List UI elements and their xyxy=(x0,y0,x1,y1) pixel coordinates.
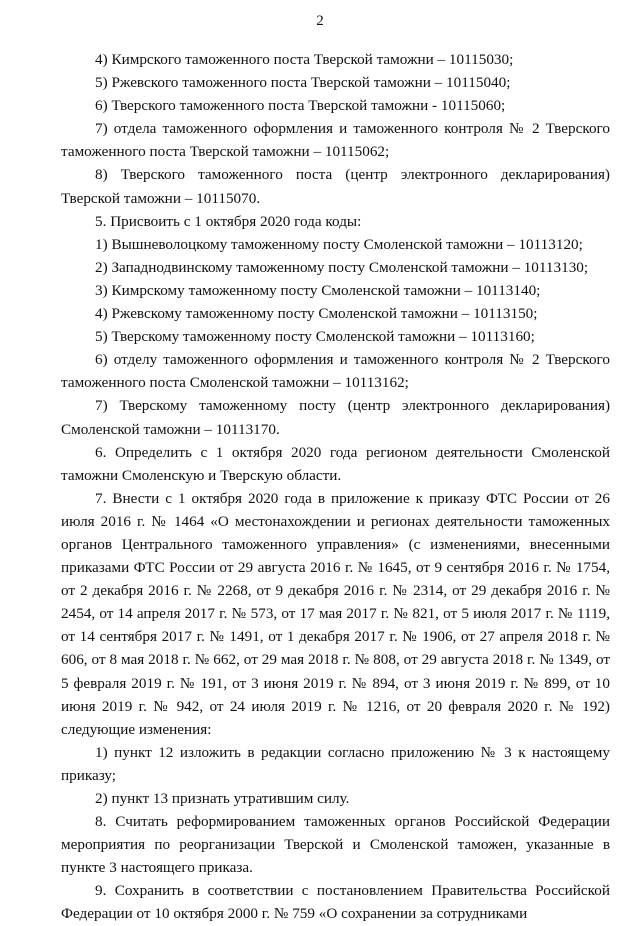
clause-6: 6. Определить с 1 октября 2020 года регионом деятельности Смоленской таможни Смоленскую и Тверскую области. xyxy=(61,443,610,484)
list-item-tver-post-code: 6) Тверского таможенного поста Тверской таможни - 10115060; xyxy=(95,97,506,115)
page-number: 2 xyxy=(316,13,324,29)
list-item-kimry-post-code: 4) Кимрского таможенного поста Тверской таможни – 10115030; xyxy=(95,51,514,68)
list-item-tver-department-code: 7) отдела таможенного оформления и таможенного контроля № 2 Тверского таможенного поста Тверской таможни – 10115062; xyxy=(61,120,610,161)
list-item-kimry-smolensk-code: 3) Кимрскому таможенному посту Смоленской таможни – 10113140; xyxy=(95,281,541,299)
clause-7: 7. Внести с 1 октября 2020 года в приложение к приказу ФТС России от 26 июля 2016 г. № 1464 «О местонахождении и регионах деятельности таможенных органов Центрального таможенного управления» (с изменениями, внесенными приказами ФТС России от 29 августа 2016 г. № 1645, от 9 сентября 2016 г. № 1754, от 2 декабря 2016 г. № 2268, от 9 декабря 2016 г. № 2314, от 29 декабря 2016 г. № 2454, от 14 апреля 2017 г. № 573, от 17 мая 2017 г. № 821, от 5 июля 2017 г. № 1119, от 14 сентября 2017 г. № 1491, от 1 декабря 2017 г. № 1906, от 27 апреля 2018 г. № 606, от 8 мая 2018 г. № 662, от 29 мая 2018 г. № 808, от 29 августа 2018 г. № 1349, от 5 февраля 2019 г. № 191, от 3 июня 2019 г. № 894, от 3 июня 2019 г. № 899, от 10 июня 2019 г. № 942, от 24 июля 2019 г. № 1216, от 20 февраля 2020 г. № 192) следующие изменения: xyxy=(61,489,610,738)
list-item-rzhev-post-code: 5) Ржевского таможенного поста Тверской таможни – 10115040; xyxy=(95,74,511,92)
list-item-rzhev-smolensk-code: 4) Ржевскому таможенному посту Смоленской таможни – 10113150; xyxy=(95,305,538,323)
list-item-vyshny-volochek-code: 1) Вышневолоцкому таможенному посту Смоленской таможни – 10113120; xyxy=(95,235,583,253)
clause-8: 8. Считать реформированием таможенных органов Российской Федерации мероприятия по реорганизации Тверской и Смоленской таможен, указанные в пункте 3 настоящего приказа. xyxy=(61,813,610,877)
list-item-ced-smolensk-code: 7) Тверскому таможенному посту (центр электронного декларирования) Смоленской таможни – 10113170. xyxy=(61,397,610,438)
list-item-department-smolensk-code: 6) отделу таможенного оформления и таможенного контроля № 2 Тверского таможенного поста Смоленской таможни – 10113162; xyxy=(61,351,610,392)
list-item-zapadnaya-dvina-code: 2) Западнодвинскому таможенному посту Смоленской таможни – 10113130; xyxy=(95,258,589,276)
clause-7-item-2: 2) пункт 13 признать утратившим силу. xyxy=(95,790,350,807)
clause-7-item-1: 1) пункт 12 изложить в редакции согласно приложению № 3 к настоящему приказу; xyxy=(61,743,610,784)
clause-9: 9. Сохранить в соответствии с постановлением Правительства Российской Федерации от 10 октября 2000 г. № 759 «О сохранении за сотрудниками xyxy=(61,882,610,923)
clause-5-heading: 5. Присвоить с 1 октября 2020 года коды: xyxy=(95,212,362,230)
document-body xyxy=(61,48,610,926)
list-item-tver-ced-code: 8) Тверского таможенного поста (центр электронного декларирования) Тверской таможни – 10115070. xyxy=(61,166,610,207)
list-item-tver-smolensk-code: 5) Тверскому таможенному посту Смоленской таможни – 10113160; xyxy=(95,328,535,346)
